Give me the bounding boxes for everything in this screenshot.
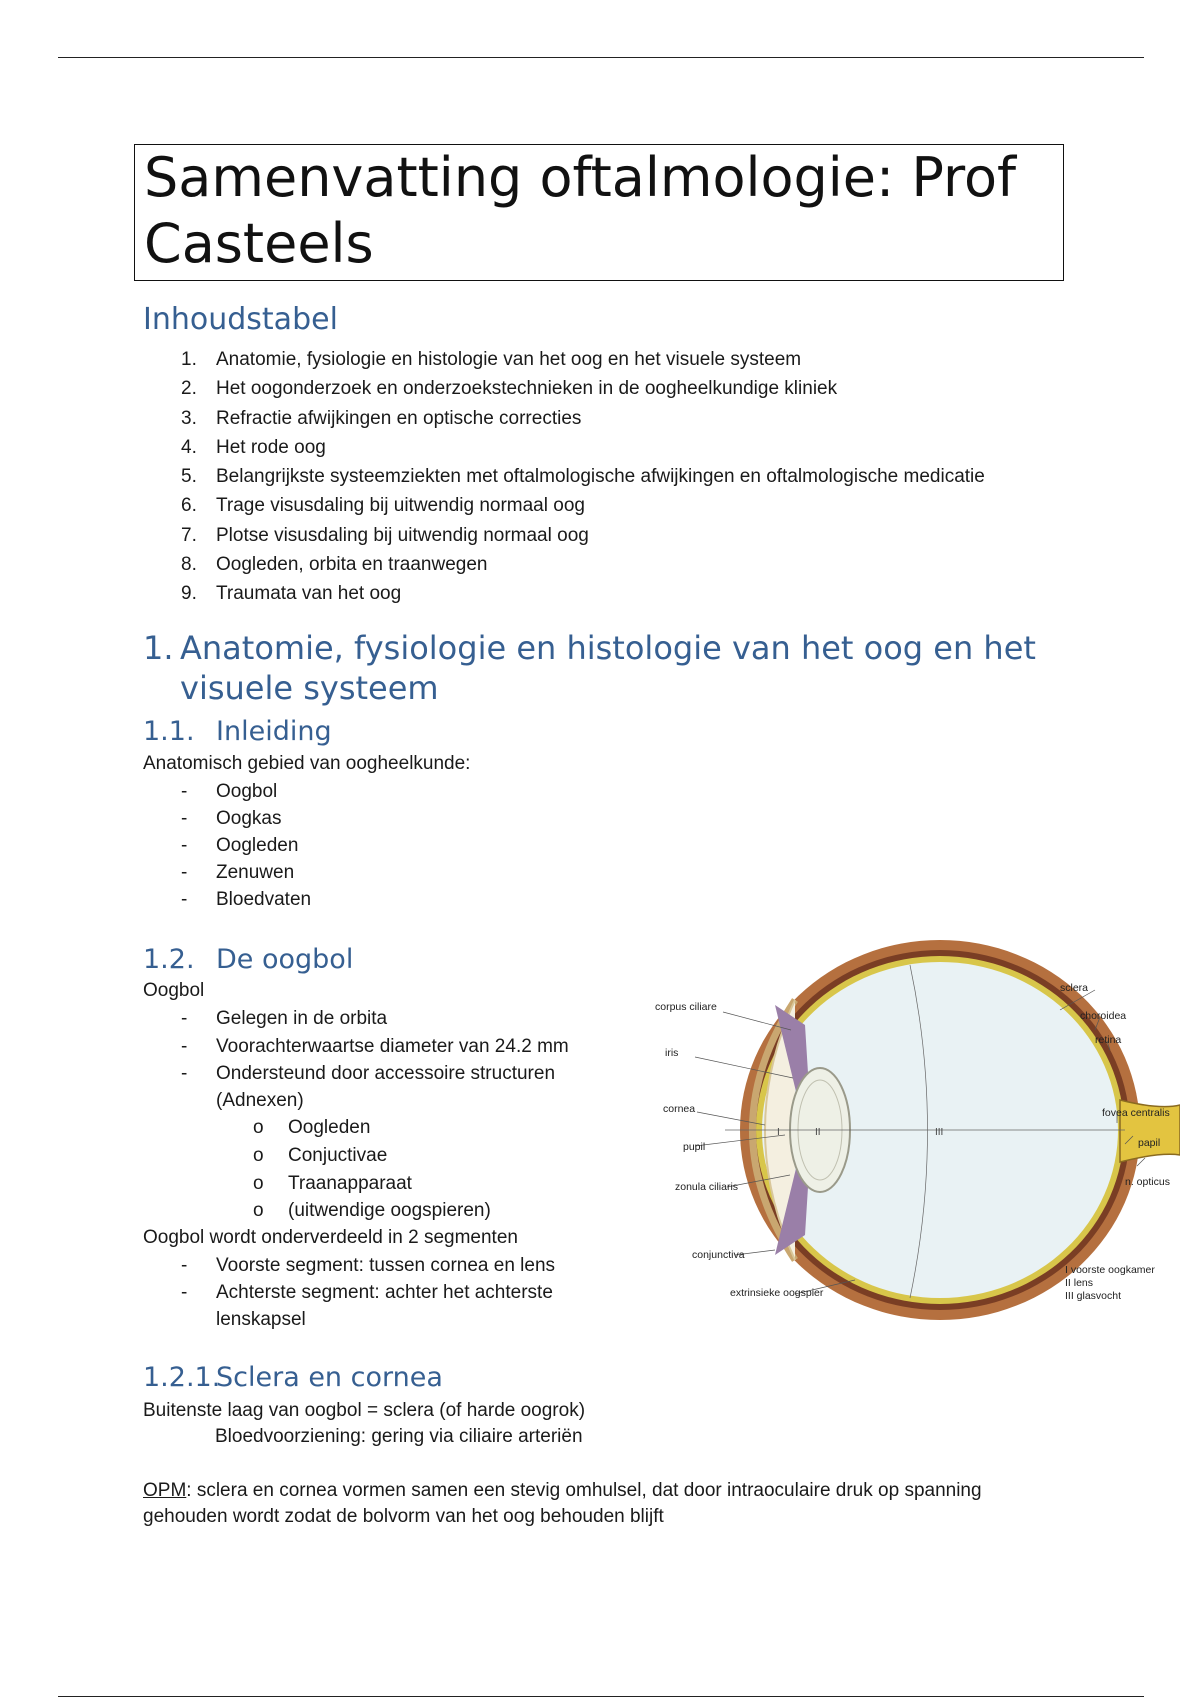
label-extrinsieke-oogspier: extrinsieke oogspier [730, 1287, 824, 1299]
sec11-intro: Anatomisch gebied van oogheelkunde: [143, 753, 471, 774]
label-pupil: pupil [683, 1141, 706, 1153]
label-I: I [777, 1127, 780, 1138]
label-choroidea: choroidea [1080, 1010, 1127, 1022]
label-III: III [935, 1127, 944, 1138]
label-fovea-centralis: fovea centralis [1102, 1107, 1170, 1119]
sclera-line: Buitenste laag van oogbol = sclera (of harde oogrok) [143, 1400, 586, 1421]
bloodsupply-line: Bloedvoorziening: gering via ciliaire arteriën [215, 1426, 583, 1447]
label-II: II [815, 1127, 821, 1138]
opm-paragraph-cont: gehouden wordt zodat de bolvorm van het oog behouden blijft [143, 1506, 664, 1527]
label-retina: retina [1095, 1034, 1122, 1046]
label-iris: iris [665, 1047, 679, 1059]
label-conjunctiva: conjunctiva [692, 1249, 745, 1261]
document-title: Samenvatting oftalmologie: Prof Casteels [144, 146, 1017, 275]
footer-rule [58, 1696, 1144, 1697]
sec12-label: Oogbol [143, 980, 205, 1001]
title-box [134, 144, 1064, 281]
label-cornea: cornea [663, 1103, 696, 1115]
segments-intro: Oogbol wordt onderverdeeld in 2 segmenten [143, 1227, 518, 1248]
label-sclera: sclera [1060, 982, 1089, 994]
toc-heading: Inhoudstabel [143, 302, 338, 337]
legend-III: III glasvocht [1065, 1290, 1122, 1302]
label-n-opticus: n. opticus [1125, 1176, 1170, 1188]
eye-anatomy-figure [655, 930, 1180, 1342]
header-rule [58, 57, 1144, 58]
label-corpus-ciliare: corpus ciliare [655, 1001, 717, 1013]
label-zonula-ciliaris: zonula ciliaris [675, 1181, 739, 1193]
legend-I: I voorste oogkamer [1065, 1264, 1155, 1276]
legend-II: II lens [1065, 1277, 1094, 1289]
label-papil: papil [1138, 1137, 1161, 1149]
opm-paragraph: OPM: sclera en cornea vormen samen een stevig omhulsel, dat door intraoculaire druk op spanning [143, 1480, 982, 1501]
